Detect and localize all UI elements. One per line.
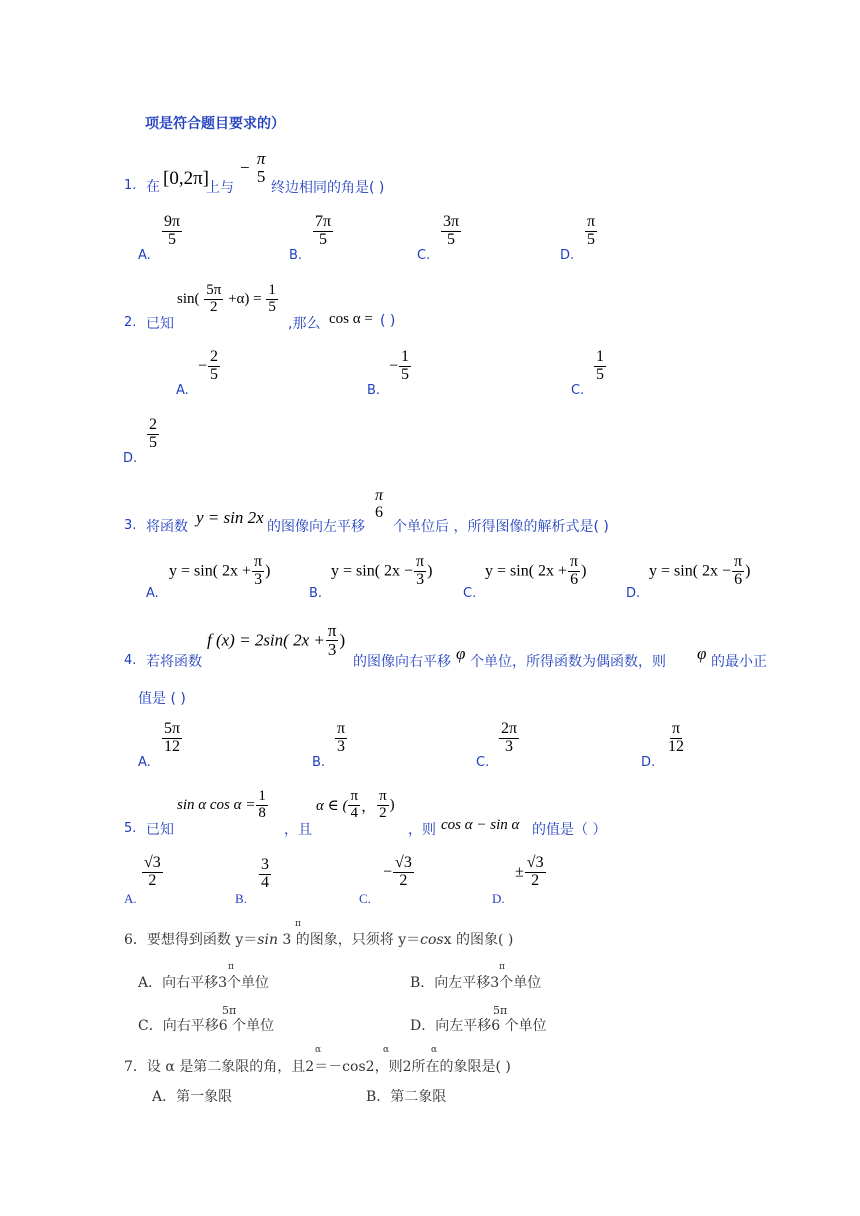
phi-symbol: φ [697, 644, 707, 663]
question-text: 值是 ( ) [138, 691, 186, 707]
alpha-superscript: α [315, 1045, 322, 1055]
question-text: 个单位，所得函数为偶函数，则 [470, 654, 666, 670]
option-c[interactable]: C. [476, 755, 490, 770]
function-expression: f (x) = 2sin( 2x + $\frac{\pi}{3}$ ) [207, 621, 346, 659]
option-b[interactable]: B. [312, 755, 326, 770]
option-b-value: y = sin( 2x − $\frac{\pi}{3}$ ) [331, 553, 433, 588]
alpha-superscript: α [431, 1045, 438, 1055]
option-a-superscript: π [228, 962, 234, 972]
shift-fraction: π 6 [375, 487, 384, 521]
option-a-value: y = sin( 2x + $\frac{\pi}{3}$ ) [169, 553, 271, 588]
option-d[interactable]: D. [641, 755, 656, 770]
option-c-value: − $\frac{√3}{2}$ [383, 854, 412, 889]
option-d[interactable]: D. [492, 891, 505, 906]
question-text: 的图像向右平移 [353, 654, 451, 670]
option-c-value: $\frac{2\pi}{3}$ [501, 720, 518, 755]
question-number: 3. [124, 518, 137, 533]
alpha-superscript: α [383, 1045, 390, 1055]
option-d-value: $\frac{2}{5}$ [149, 416, 157, 451]
option-c[interactable]: C. [359, 891, 371, 906]
interval: [0,2π] [163, 168, 209, 189]
option-a[interactable]: A. [146, 586, 159, 601]
option-d[interactable]: D．向左平移6 个单位 [410, 1018, 547, 1034]
function-expression: y = sin 2x [196, 508, 264, 527]
option-d-value: $\frac{\pi}{12}$ [668, 720, 684, 755]
option-c[interactable]: C. [463, 586, 477, 601]
condition-1: sin α cos α = $\frac{1}{8}$ [177, 788, 266, 821]
option-b[interactable]: B. [309, 586, 323, 601]
option-a[interactable]: A. [138, 755, 151, 770]
question-text: 的图像向左平移 [267, 519, 365, 535]
question-text: 个单位后 ，所得图像的解析式是( ) [393, 519, 609, 535]
option-b-value: − $\frac{1}{5}$ [389, 348, 410, 383]
option-c[interactable]: C. [417, 248, 431, 263]
option-b-value: $\frac{7\pi}{5}$ [315, 213, 332, 248]
option-a-value: $\frac{5\pi}{12}$ [164, 720, 181, 755]
question-text: ，则 [408, 822, 436, 838]
option-c-value: $\frac{3\pi}{5}$ [443, 213, 460, 248]
option-b-superscript: π [499, 962, 505, 972]
option-a[interactable]: A．第一象限 [152, 1089, 233, 1105]
question-paren: ( ) [380, 313, 396, 329]
question-text: 将函数 [146, 519, 188, 535]
question-text: 在 [146, 179, 160, 195]
question-text: 终边相同的角是( ) [271, 180, 385, 196]
pi-superscript: π [295, 919, 301, 929]
question-text: 若将函数 [146, 654, 202, 670]
option-b[interactable]: B．第二象限 [366, 1089, 447, 1105]
question-text: 已知 [146, 822, 174, 838]
option-d[interactable]: D. [560, 248, 575, 263]
section-header: 项是符合题目要求的） [145, 116, 285, 132]
option-a[interactable]: A. [138, 248, 151, 263]
question-text: 6．要想得到函数 y＝sin 3 的图象，只须将 y＝cosx 的图象( ) [124, 932, 514, 948]
expression: cos α − sin α [441, 817, 520, 833]
option-a-value: $\frac{√3}{2}$ [144, 854, 161, 889]
option-c-superscript: 5π [222, 1004, 237, 1017]
option-b[interactable]: B. [367, 383, 381, 398]
question-number: 2. [124, 315, 137, 330]
condition: sin( $\frac{5\pi}{2}$ +α) = $\frac{1}{5}$ [177, 282, 276, 315]
option-d-value: y = sin( 2x − $\frac{\pi}{6}$ ) [649, 553, 751, 588]
option-c-value: y = sin( 2x + $\frac{\pi}{6}$ ) [485, 553, 587, 588]
option-a[interactable]: A．向右平移3个单位 [138, 975, 270, 991]
option-d[interactable]: D. [123, 451, 138, 466]
ask-expression: cos α = [329, 311, 373, 327]
option-a[interactable]: A. [176, 383, 189, 398]
question-text: 的最小正 [711, 654, 767, 670]
question-text: 已知 [146, 316, 174, 332]
option-b-value: $\frac{3}{4}$ [261, 856, 269, 891]
option-b[interactable]: B．向左平移3个单位 [410, 975, 542, 991]
question-text: 的值是（ ） [532, 822, 607, 838]
option-c[interactable]: C. [571, 383, 585, 398]
question-number: 1. [124, 178, 137, 193]
option-a-value: − $\frac{2}{5}$ [198, 348, 219, 383]
question-text: ，且 [284, 822, 312, 838]
option-b[interactable]: B. [235, 891, 247, 906]
question-number: 5. [124, 821, 137, 836]
option-b[interactable]: B. [289, 248, 303, 263]
condition-2: α ∈ ( $\frac{\pi}{4}$ ， $\frac{\pi}{2}$ ) [316, 788, 395, 821]
question-number: 4. [124, 653, 137, 668]
option-d-value: ± $\frac{√3}{2}$ [515, 854, 544, 889]
option-d[interactable]: D. [626, 586, 641, 601]
option-c[interactable]: C．向右平移6 个单位 [138, 1018, 275, 1034]
question-text: 上与 [206, 180, 234, 196]
question-text: ,那么 [288, 316, 321, 332]
option-b-value: $\frac{\pi}{3}$ [337, 720, 346, 755]
option-a-value: $\frac{9\pi}{5}$ [164, 213, 181, 248]
option-c-value: $\frac{1}{5}$ [596, 348, 604, 383]
option-a[interactable]: A. [124, 891, 137, 906]
option-d-superscript: 5π [493, 1004, 508, 1017]
option-d-value: $\frac{\pi}{5}$ [587, 213, 596, 248]
phi-symbol: φ [456, 644, 466, 663]
angle-fraction: − π 5 [240, 149, 266, 186]
question-text: 7．设 α 是第二象限的角，且2＝－cos2，则2所在的象限是( ) [124, 1059, 511, 1075]
